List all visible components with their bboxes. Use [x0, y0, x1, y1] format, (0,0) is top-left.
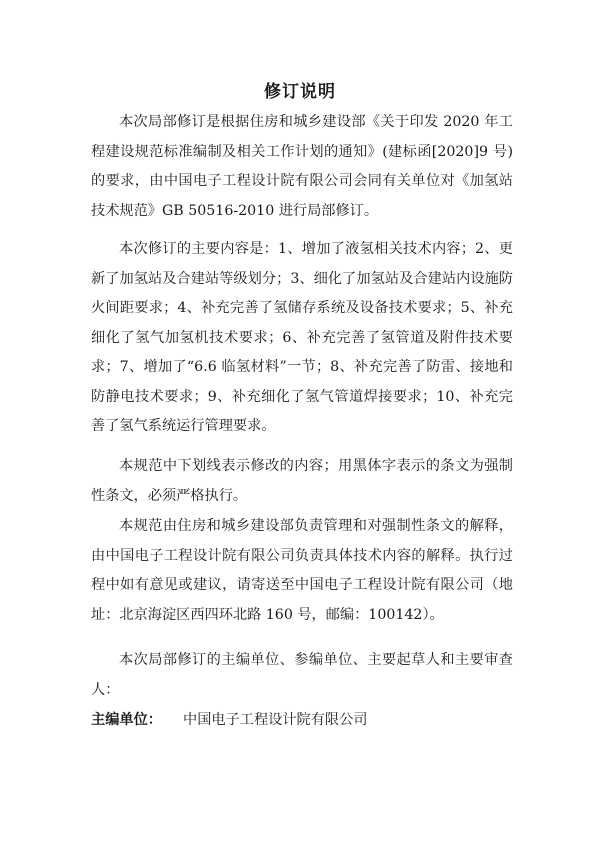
chief-editor-label: 主编单位： [91, 712, 162, 728]
paragraph-revision-contents: 本次修订的主要内容是：1、增加了液氢相关技术内容；2、更新了加氢站及合建站等级划分；3、细化了加氢站及合建站内设施防火间距要求；4、补充完善了氢储存系统及设备技术要求；5、补充细化了氢气加氢机技术要求；6、补充完善了氢管道及附件技术要求；7、增加了“6.6 临氢材料”一节；8、补充完善了防雷、接地和防静电技术要求；9、补充细化了氢气管道焊接要求；10、补充完善了氢气系统运行管理要求。 [91, 241, 513, 434]
paragraph-notation: 本规范中下划线表示修改的内容；用黑体字表示的条文为强制性条文，必须严格执行。 [91, 458, 513, 504]
page-title: 修订说明 [264, 82, 336, 102]
chief-editor-unit [91, 706, 367, 736]
chief-editor-value: 中国电子工程设计院有限公司 [183, 712, 368, 728]
paragraph-units-intro: 本次局部修订的主编单位、参编单位、主要起草人和主要审查人： [91, 652, 513, 698]
paragraph-revision-basis: 本次局部修订是根据住房和城乡建设部《关于印发 2020 年工程建设规范标准编制及相关工作计划的通知》(建标函[2020]9 号)的要求，由中国电子工程设计院有限公司会同有关单位对《加氢站技术规范》GB 50516-2010 进行局部修订。 [91, 114, 513, 219]
paragraph-management: 本规范由住房和城乡建设部负责管理和对强制性条文的解释，由中国电子工程设计院有限公司负责具体技术内容的解释。执行过程中如有意见或建议，请寄送至中国电子工程设计院有限公司（地址：北京海淀区西四环北路 160 号，邮编：100142）。 [91, 518, 513, 623]
